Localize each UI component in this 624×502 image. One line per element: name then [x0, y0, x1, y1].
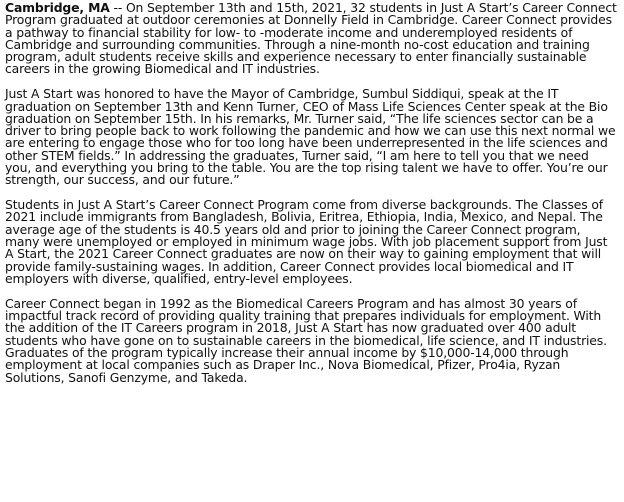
paragraph-speakers: Just A Start was honored to have the Mayor of Cambridge, Sumbul Siddiqui, speak at the IT graduation on September 13th and Kenn Turner, CEO of Mass Life Sciences Center speak at the Bio graduation on September 15th. In his remarks, Mr. Turner said, “The life sciences sector can be a driver to bring people back to work following the pandemic and how we can use this next normal we are entering to engage those who for too long have been underrepresented in the life sciences and other STEM fields.” In addressing the graduates, Turner said, “I am here to tell you that we need you, and everything you bring to the table. You are the top rising talent we have to offer. You’re our strength, our success, and our future.” [5, 86, 616, 188]
paragraph-history: Career Connect began in 1992 as the Biomedical Careers Program and has almost 30 years of impactful track record of providing quality training that prepares individuals for employment. With the addition of the IT Careers program in 2018, Just A Start has now graduated over 400 adult students who have gone on to sustainable careers in the biomedical, life science, and IT industries. Graduates of the program typically increase their annual income by $10,000-14,000 through employment at local companies such as Draper Inc., Nova Biomedical, Pfizer, Pro4ia, Ryzan Solutions, Sanofi Genzyme, and Takeda. [5, 295, 607, 385]
paragraph-graduation-text: -- On September 13th and 15th, 2021, 32 students in Just A Start’s Career Connect Program graduated at outdoor ceremonies at Donnelly Field in Cambridge. Career Connect provides a pathway to financial stability for low- to -moderate income and underemployed residents of Cambridge and surrounding communities. Through a nine-month no-cost education and training program, adult students receive skills and experience necessary to enter financially sustainable careers in the growing Biomedical and IT industries. [5, 0, 617, 77]
dateline: Cambridge, MA [5, 0, 110, 15]
paragraph-students: Students in Just A Start’s Career Connect Program come from diverse backgrounds. The Classes of 2021 include immigrants from Bangladesh, Bolivia, Eritrea, Ethiopia, India, Mexico, and Nepal. The average age of the students is 40.5 years old and prior to joining the Career Connect program, many were unemployed or employed in minimum wage jobs. With job placement support from Just A Start, the 2021 Career Connect graduates are now on their way to gaining employment that will provide family-sustaining wages. In addition, Career Connect provides local biomedical and IT employers with diverse, qualified, entry-level employees. [5, 197, 608, 286]
paragraph-graduation [5, 2, 618, 76]
